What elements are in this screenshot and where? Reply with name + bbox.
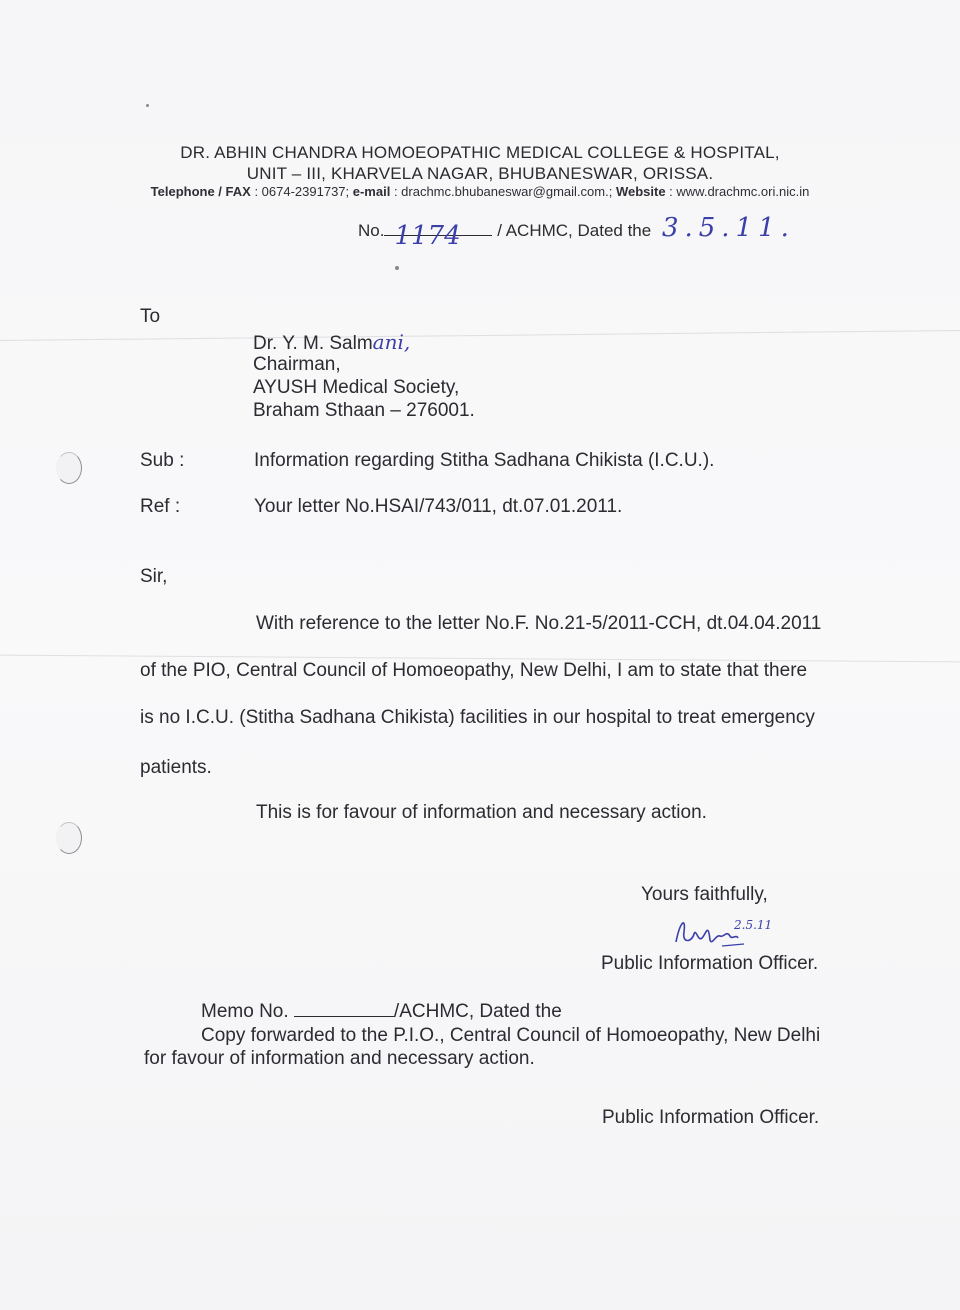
addressee-name <box>253 330 410 355</box>
addressee-address: Braham Sthaan – 276001. <box>253 400 475 421</box>
telephone-label: Telephone / FAX <box>150 184 251 199</box>
letterhead-line2: UNIT – III, KHARVELA NAGAR, BHUBANESWAR, ORISSA. <box>246 164 714 183</box>
memo-signatory-title: Public Information Officer. <box>602 1107 820 1128</box>
addressee-title: Chairman, <box>253 354 341 375</box>
ref-text: Your letter No.HSAI/743/011, dt.07.01.2011. <box>254 496 623 517</box>
punch-hole-top <box>56 452 82 484</box>
to-label: To <box>140 306 161 327</box>
addressee-organisation: AYUSH Medical Society, <box>253 377 460 398</box>
reference-suffix: / ACHMC, Dated the <box>497 221 652 240</box>
body-paragraph1-line1: With reference to the letter No.F. No.21-5/2011-CCH, dt.04.04.2011 <box>256 613 822 634</box>
reference-no-field <box>384 221 492 251</box>
memo-number-blank <box>294 1016 394 1017</box>
reference-date-handwritten: 3.5.11. <box>661 213 795 243</box>
website-value: : www.drachmc.ori.nic.in <box>665 184 810 199</box>
signature-date: 2.5.11 <box>734 918 773 932</box>
memo-suffix: /ACHMC, Dated the <box>393 1001 562 1022</box>
scan-speck <box>395 266 399 270</box>
reference-line <box>358 213 795 251</box>
memo-label: Memo No. <box>201 1001 289 1022</box>
body-paragraph2: This is for favour of information and necessary action. <box>256 802 707 823</box>
email-value: : drachmc.bhubaneswar@gmail.com.; <box>390 184 616 199</box>
body-paragraph1-line3: is no I.C.U. (Stitha Sadhana Chikista) facilities in our hospital to treat emergency <box>140 707 815 728</box>
reference-no-label: No. <box>358 221 385 240</box>
valediction: Yours faithfully, <box>641 884 768 905</box>
scan-speck <box>146 104 149 107</box>
reference-no-handwritten: 1174 <box>394 221 461 251</box>
addressee-name-handwritten: ani, <box>372 330 411 354</box>
website-label: Website <box>615 184 666 199</box>
memo-line <box>201 1001 562 1023</box>
signatory-title: Public Information Officer. <box>601 953 819 974</box>
letterhead-contact <box>0 184 960 199</box>
memo-forward-line1: Copy forwarded to the P.I.O., Central Council of Homoeopathy, New Delhi <box>201 1025 821 1046</box>
subject-text: Information regarding Stitha Sadhana Chikista (I.C.U.). <box>254 450 715 471</box>
addressee-name-printed: Dr. Y. M. Salm <box>253 333 373 354</box>
ref-label: Ref : <box>140 496 181 517</box>
signature <box>672 912 802 952</box>
telephone-value: : 0674-2391737; <box>250 184 353 199</box>
body-paragraph1-line4: patients. <box>140 757 212 778</box>
email-label: e-mail <box>352 184 391 199</box>
punch-hole-bottom <box>56 822 82 854</box>
memo-forward-line2: for favour of information and necessary action. <box>144 1048 535 1069</box>
fold-line <box>0 330 960 341</box>
salutation: Sir, <box>140 566 168 587</box>
body-paragraph1-line2: of the PIO, Central Council of Homoeopathy, New Delhi, I am to state that there <box>140 660 808 681</box>
subject-label: Sub : <box>140 450 185 471</box>
letterhead-line1: DR. ABHIN CHANDRA HOMOEOPATHIC MEDICAL COLLEGE & HOSPITAL, <box>180 143 780 162</box>
